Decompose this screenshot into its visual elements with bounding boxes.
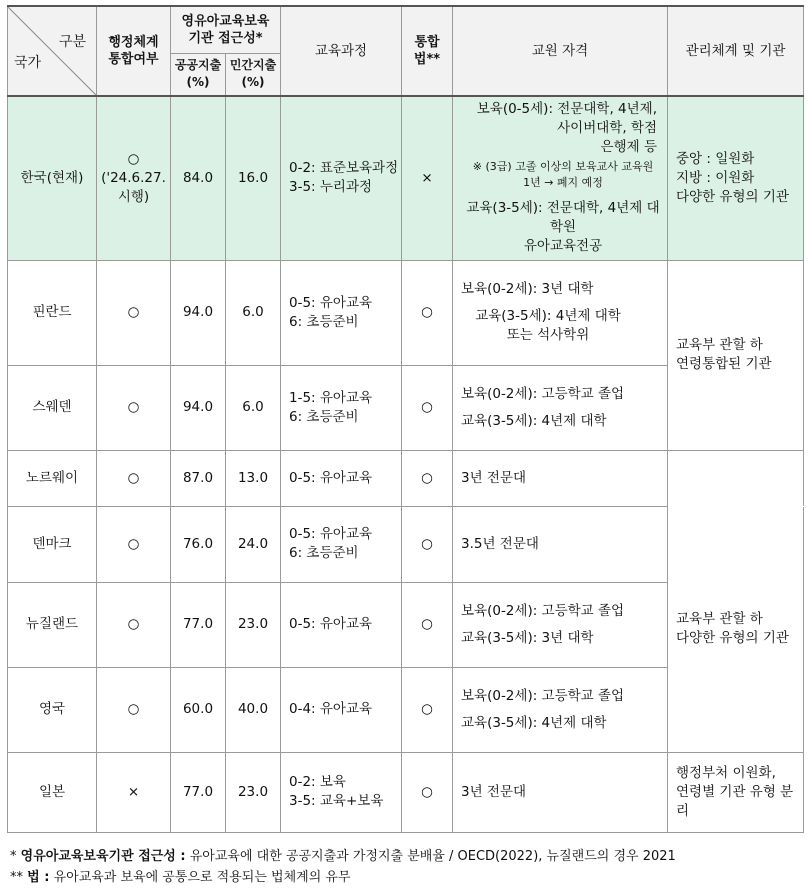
teacher-line: 보육(0-2세): 고등학교 졸업 — [461, 687, 625, 704]
private-cell: 23.0 — [226, 752, 281, 832]
footnotes — [10, 846, 676, 888]
curriculum-cell: 0-4: 유아교육 — [281, 667, 402, 752]
admin-cell: ○ — [97, 365, 171, 450]
curriculum-cell: 0-5: 유아교육 6: 초등준비 — [281, 260, 402, 365]
management-cell: 행정부처 이원화, 연령별 기관 유형 분리 — [668, 752, 804, 832]
public-cell: 84.0 — [171, 96, 226, 260]
teacher-line: 교육(3-5세): 4년제 대학 — [461, 412, 607, 429]
footnote-access — [10, 846, 676, 867]
law-cell: ○ — [402, 667, 453, 752]
header-access-group: 영유아교육보육 기관 접근성* — [171, 6, 281, 53]
public-cell: 94.0 — [171, 365, 226, 450]
admin-cell: ○ — [97, 506, 171, 582]
private-cell: 16.0 — [226, 96, 281, 260]
private-cell: 6.0 — [226, 365, 281, 450]
header-private: 민간지출 (%) — [226, 53, 281, 96]
footnote-law — [10, 867, 676, 888]
law-cell: ○ — [402, 450, 453, 506]
comparison-table — [7, 5, 804, 833]
header-curriculum: 교육과정 — [281, 6, 402, 96]
footnote-term: 영유아교육보육기관 접근성 : — [20, 849, 186, 864]
country-cell: 노르웨이 — [8, 450, 97, 506]
header-admin: 행정체계 통합여부 — [97, 6, 171, 96]
curriculum-cell: 0-5: 유아교육 — [281, 450, 402, 506]
teacher-cell — [453, 365, 668, 450]
country-cell: 뉴질랜드 — [8, 582, 97, 667]
country-cell: 영국 — [8, 667, 97, 752]
management-cell: 교육부 관할 하 다양한 유형의 기관 — [668, 506, 804, 752]
table-row-finland — [8, 260, 804, 365]
header-row — [8, 6, 804, 53]
private-cell: 24.0 — [226, 506, 281, 582]
footnote-term: 법 : — [27, 870, 50, 885]
private-cell: 6.0 — [226, 260, 281, 365]
admin-cell: × — [97, 752, 171, 832]
teacher-cell — [453, 96, 668, 260]
curriculum-cell: 0-2: 보육 3-5: 교육+보육 — [281, 752, 402, 832]
management-cell: 교육부 관할 하 연령통합된 기관 — [668, 260, 804, 450]
teacher-line: 교육(3-5세): 4년제 대학 — [461, 714, 607, 731]
footnote-mark: * — [10, 849, 17, 864]
public-cell: 60.0 — [171, 667, 226, 752]
country-cell: 일본 — [8, 752, 97, 832]
country-cell: 한국(현재) — [8, 96, 97, 260]
header-law: 통합 법** — [402, 6, 453, 96]
country-cell: 덴마크 — [8, 506, 97, 582]
admin-cell: ○ — [97, 450, 171, 506]
header-public: 공공지출 (%) — [171, 53, 226, 96]
admin-cell: ○ — [97, 582, 171, 667]
public-cell: 77.0 — [171, 752, 226, 832]
law-cell: ○ — [402, 260, 453, 365]
teacher-line: 보육(0-5세): 전문대학, 4년제, 사이버대학, 학점 은행제 등 — [476, 101, 657, 156]
teacher-line: 보육(0-2세): 3년 대학 — [461, 281, 594, 297]
teacher-cell — [453, 667, 668, 752]
teacher-line: 교육(3-5세): 4년제 대학 또는 석사학위 — [475, 308, 621, 343]
teacher-line: 교육(3-5세): 3년 대학 — [461, 629, 594, 646]
teacher-note: ※ (3급) 고졸 이상의 보육교사 교육원 1년 → 폐지 예정 — [472, 160, 654, 190]
private-cell: 40.0 — [226, 667, 281, 752]
header-teacher: 교원 자격 — [453, 6, 668, 96]
footnote-text: 유아교육에 대한 공공지출과 가정지출 분배율 / OECD(2022), 뉴질랜드의 경우 2021 — [189, 849, 676, 864]
teacher-cell: 3년 전문대 — [453, 450, 668, 506]
management-cell-empty — [668, 450, 804, 506]
admin-cell: ○ ('24.6.27. 시행) — [97, 96, 171, 260]
public-cell: 94.0 — [171, 260, 226, 365]
curriculum-cell: 0-5: 유아교육 — [281, 582, 402, 667]
corner-label-country: 국가 — [14, 55, 42, 71]
corner-header-cell — [8, 6, 97, 96]
admin-cell: ○ — [97, 667, 171, 752]
public-cell: 87.0 — [171, 450, 226, 506]
law-cell: ○ — [402, 752, 453, 832]
teacher-cell — [453, 260, 668, 365]
private-cell: 23.0 — [226, 582, 281, 667]
curriculum-cell: 0-2: 표준보육과정 3-5: 누리과정 — [281, 96, 402, 260]
teacher-line: 교육(3-5세): 전문대학, 4년제 대학원 유아교육전공 — [466, 200, 660, 255]
corner-label-category: 구분 — [58, 34, 86, 50]
teacher-line: 보육(0-2세): 고등학교 졸업 — [461, 385, 625, 402]
table-row-norway — [8, 450, 804, 506]
teacher-cell: 3.5년 전문대 — [453, 506, 668, 582]
teacher-cell — [453, 582, 668, 667]
law-cell: ○ — [402, 582, 453, 667]
table-row-japan — [8, 752, 804, 832]
table-row-korea — [8, 96, 804, 260]
footnote-mark: ** — [10, 870, 23, 885]
teacher-line: 보육(0-2세): 고등학교 졸업 — [461, 602, 625, 619]
country-cell: 스웨덴 — [8, 365, 97, 450]
law-cell: × — [402, 96, 453, 260]
footnote-text: 유아교육과 보육에 공통으로 적용되는 법체계의 유무 — [53, 870, 351, 885]
private-cell: 13.0 — [226, 450, 281, 506]
law-cell: ○ — [402, 506, 453, 582]
teacher-cell: 3년 전문대 — [453, 752, 668, 832]
curriculum-cell: 0-5: 유아교육 6: 초등준비 — [281, 506, 402, 582]
header-management: 관리체계 및 기관 — [668, 6, 804, 96]
public-cell: 77.0 — [171, 582, 226, 667]
curriculum-cell: 1-5: 유아교육 6: 초등준비 — [281, 365, 402, 450]
admin-cell: ○ — [97, 260, 171, 365]
country-cell: 핀란드 — [8, 260, 97, 365]
management-cell: 중앙 : 일원화 지방 : 이원화 다양한 유형의 기관 — [668, 96, 804, 260]
table-row-denmark — [8, 506, 804, 582]
law-cell: ○ — [402, 365, 453, 450]
public-cell: 76.0 — [171, 506, 226, 582]
